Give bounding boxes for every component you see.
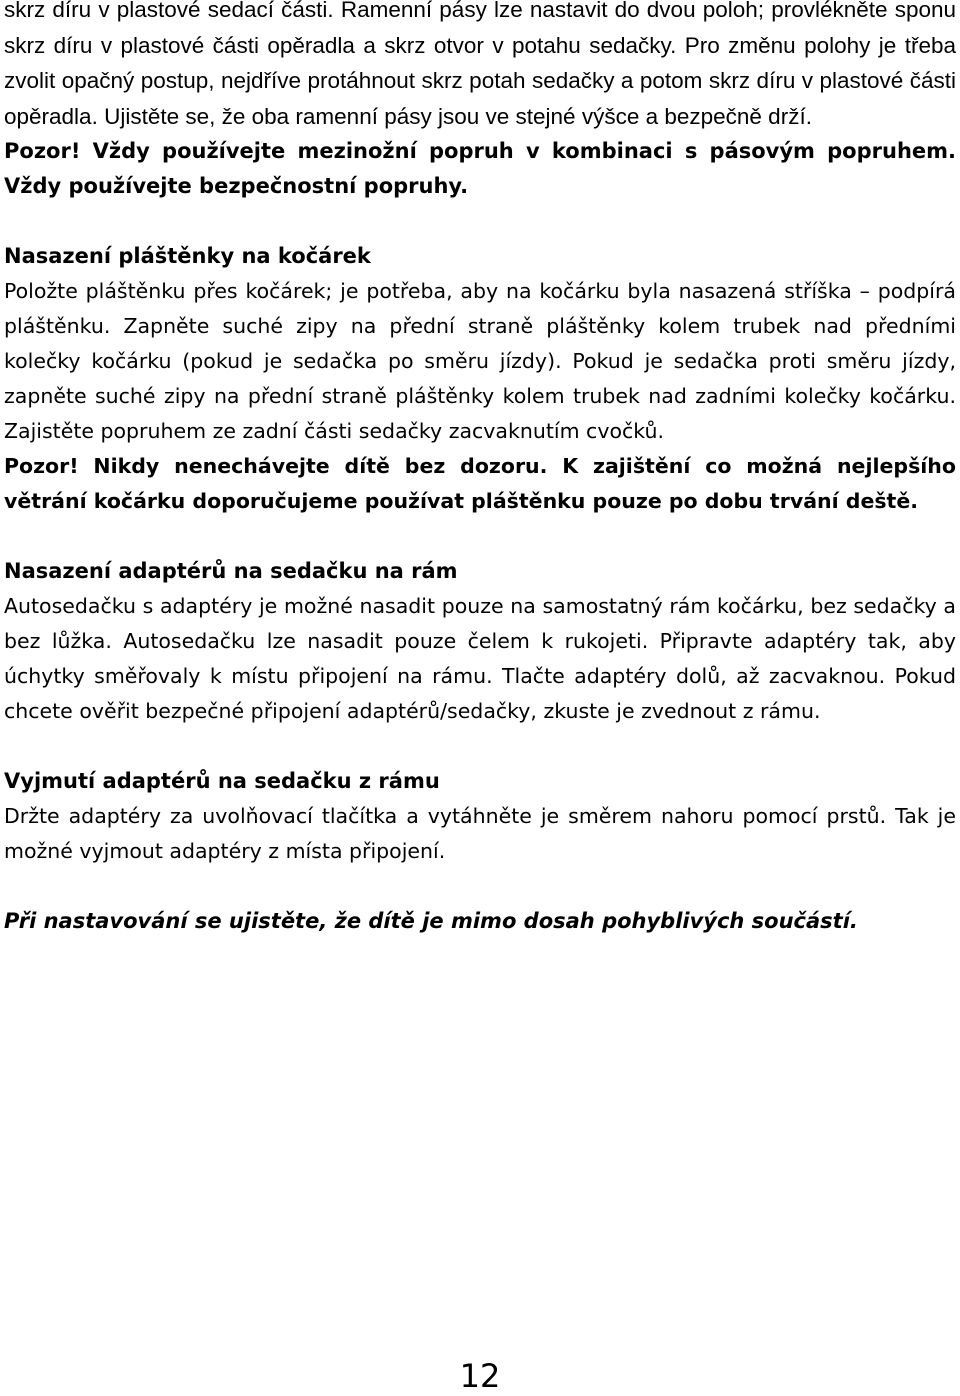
adapters-mount-section-title: Nasazení adaptérů na sedačku na rám: [4, 559, 458, 583]
raincover-section-title: Nasazení pláštěnky na kočárek: [4, 244, 371, 268]
final-safety-note: Při nastavování se ujistěte, že dítě je mimo dosah pohyblivých součástí.: [4, 909, 858, 933]
intro-paragraph: skrz díru v plastové sedací části. Ramenní pásy lze nastavit do dvou poloh; provlékněte sponu skrz díru v plastové části opěradla a skrz otvor v potahu sedačky. Pro změnu polohy je třeba zvolit opačný postup, nejdříve protáhnout skrz potah sedačky a potom skrz díru v plastové části opěradla. Ujistěte se, že oba ramenní pásy jsou ve stejné výšce a bezpečně drží.: [4, 0, 956, 129]
adapters-remove-section-body: Držte adaptéry za uvolňovací tlačítka a vytáhněte je směrem nahoru pomocí prstů. Tak je možné vyjmout adaptéry z místa připojení.: [4, 804, 956, 863]
raincover-warning: Pozor! Nikdy nenechávejte dítě bez dozoru. K zajištění co možná nejlepšího větrání kočárku doporučujeme používat pláštěnku pouze po dobu trvání deště.: [4, 454, 956, 513]
harness-warning-line-1: Pozor! Vždy používejte mezinožní popruh v kombinaci s pásovým popruhem.: [4, 139, 956, 163]
harness-warning-line-2: Vždy používejte bezpečnostní popruhy.: [4, 174, 469, 198]
page-content: [4, 0, 956, 939]
raincover-section-body: Položte pláštěnku přes kočárek; je potřeba, aby na kočárku byla nasazená stříška – podpírá pláštěnku. Zapněte suché zipy na přední straně pláštěnky kolem trubek nad předními kolečky kočárku (pokud je sedačka po směru jízdy). Pokud je sedačka proti směru jízdy, zapněte suché zipy na přední straně pláštěnky kolem trubek nad zadními kolečky kočárku. Zajistěte popruhem ze zadní části sedačky zacvaknutím cvočků.: [4, 279, 956, 443]
adapters-remove-section-title: Vyjmutí adaptérů na sedačku z rámu: [4, 769, 440, 793]
page-number: 12: [459, 1357, 501, 1395]
harness-warning: [4, 134, 956, 204]
adapters-mount-section-body: Autosedačku s adaptéry je možné nasadit pouze na samostatný rám kočárku, bez sedačky a bez lůžka. Autosedačku lze nasadit pouze čelem k rukojeti. Připravte adaptéry tak, aby úchytky směřovaly k místu připojení na rámu. Tlačte adaptéry dolů, až zacvaknou. Pokud chcete ověřit bezpečné připojení adaptérů/sedačky, zkuste je zvednout z rámu.: [4, 594, 956, 723]
